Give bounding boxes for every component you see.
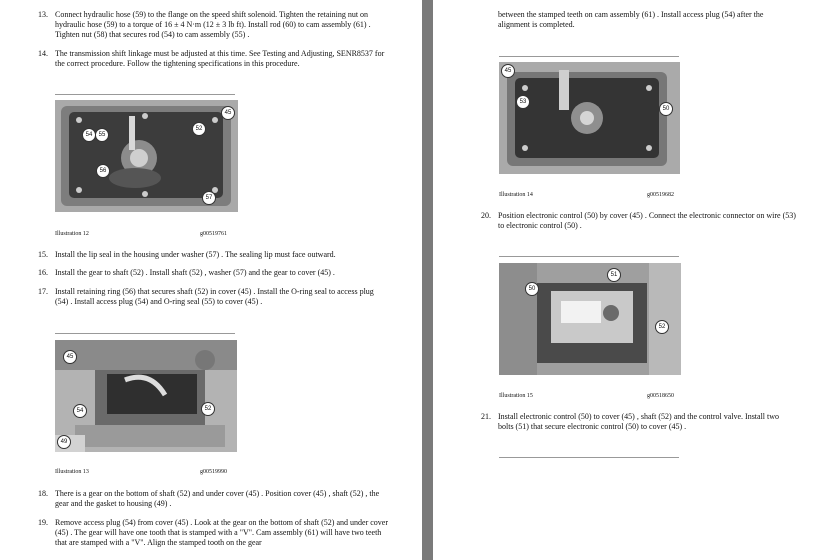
right-page [433,0,840,560]
step-text: Install electronic control (50) to cover (45) , shaft (52) and the control valve. Install two bolts (51) that secure electronic control (50) to cover (45) . [498,412,780,431]
callout-54: 54 [82,128,96,142]
callout-57: 57 [202,191,216,205]
figure-rule [55,94,235,95]
step-text: The transmission shift linkage must be adjusted at this time. See Testing and Adjusting, SENR8537 for the correct procedure. Follow the tightening specifications in this procedure. [55,49,385,68]
illustration-15-label: Illustration 15 [499,393,533,399]
step-number: 16. [38,268,48,277]
step-text: between the stamped teeth on cam assembly (61) . Install access plug (54) after the alignment is completed. [498,10,764,29]
step-text: Remove access plug (54) from cover (45) . Look at the gear on the bottom of shaft (52) and under cover (45) . The gear will have one tooth that is stamped with a "V". Cam assembly (61) will have two teeth that are stamped with a "V". Align the stamped tooth on the gear [55,518,388,547]
step-number: 21. [481,412,491,421]
illustration-14-label: Illustration 14 [499,192,533,198]
step-text: Install the lip seal in the housing under washer (57) . The sealing lip must face outward. [55,250,336,259]
callout-45: 45 [221,106,235,120]
step-number: 19. [38,518,48,527]
illustration-12-photo [55,100,238,212]
callout-54: 54 [73,404,87,418]
step-text: Install retaining ring (56) that secures shaft (52) in cover (45) . Install the O-ring seal to access plug (54) . Install access plug (54) and O-ring seal (55) to cover (45) . [55,287,374,306]
step-text: There is a gear on the bottom of shaft (52) and under cover (45) . Position cover (45) , shaft (52) , the gear and the gasket to housing (49) . [55,489,380,508]
illustration-15-photo [499,263,681,375]
illustration-15-code: g00518650 [647,393,674,399]
illustration-13-code: g00519990 [200,469,227,475]
step-number: 20. [481,211,491,220]
callout-52: 52 [655,320,669,334]
step-number: 13. [38,10,48,19]
callout-45: 45 [501,64,515,78]
callout-52: 52 [201,402,215,416]
step-text: Position electronic control (50) by cover (45) . Connect the electronic connector on wire (53) to electronic control (50) . [498,211,796,230]
illustration-12-code: g00519761 [200,231,227,237]
callout-50: 50 [659,102,673,116]
figure-rule [499,56,679,57]
callout-52: 52 [192,122,206,136]
step-number: 17. [38,287,48,296]
step-text: Install the gear to shaft (52) . Install shaft (52) , washer (57) and the gear to cover (45) . [55,268,335,277]
callout-45: 45 [63,350,77,364]
illustration-13-label: Illustration 13 [55,469,89,475]
step-number: 18. [38,489,48,498]
illustration-14-photo [499,62,680,174]
figure-rule [55,333,235,334]
figure-rule [499,457,679,458]
step-text: Connect hydraulic hose (59) to the flange on the speed shift solenoid. Tighten the retaining nut on hydraulic hose (59) to a torque of 16 ± 4 N·m (12 ± 3 lb ft). Install rod (60) to cam assembly (61) . Tighten nut (58) that secures rod (54) to cam assembly (55) . [55,10,371,39]
illustration-14-code: g00519682 [647,192,674,198]
callout-53: 53 [516,95,530,109]
callout-55: 55 [95,128,109,142]
step-number: 14. [38,49,48,58]
callout-51: 51 [607,268,621,282]
step-number: 15. [38,250,48,259]
illustration-13-photo [55,340,237,452]
callout-49: 49 [57,435,71,449]
figure-rule [499,256,679,257]
callout-50: 50 [525,282,539,296]
page-gutter [422,0,433,560]
illustration-12-label: Illustration 12 [55,231,89,237]
callout-56: 56 [96,164,110,178]
